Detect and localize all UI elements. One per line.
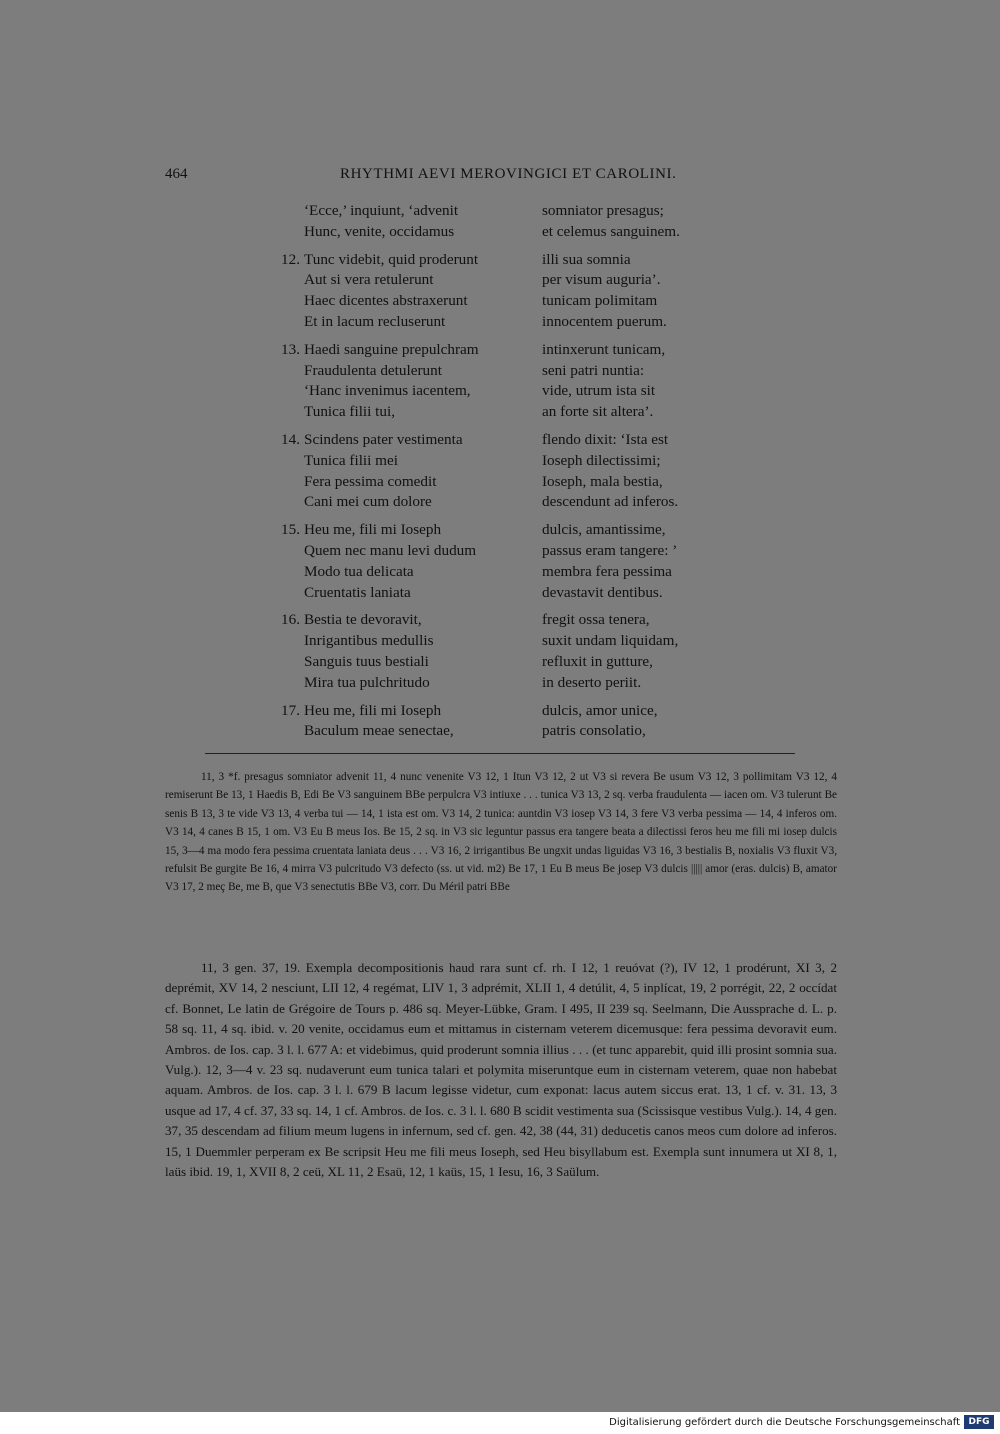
- verse-first-half: Mira tua pulchritudo: [304, 673, 430, 691]
- verse-first-half: ‘Ecce,’ inquiunt, ‘advenit: [304, 202, 459, 219]
- verse-first-half: Tunica filii tui,: [304, 403, 395, 421]
- verse-first-half: Hunc, venite, occidamus: [304, 222, 455, 240]
- poem-text: [0, 201, 1000, 749]
- commentary-notes: [165, 958, 837, 1182]
- stanza-number: 13.: [281, 340, 300, 358]
- verse-line: [0, 701, 1000, 722]
- verse-first-half: Cruentatis laniata: [304, 583, 411, 601]
- critical-apparatus: [165, 768, 837, 897]
- verse-second-half: patris consolatio,: [542, 722, 646, 740]
- stanza: [0, 430, 1000, 513]
- verse-line: [0, 402, 1000, 423]
- verse-line: [0, 340, 1000, 361]
- verse-second-half: somniator presagus;: [542, 202, 664, 219]
- divider-rule: [205, 753, 795, 754]
- verse-first-half: Fraudulenta detulerunt: [304, 361, 442, 379]
- verse-line: [0, 430, 1000, 451]
- verse-line: [0, 451, 1000, 472]
- verse-first-half: Cani mei cum dolore: [304, 493, 432, 511]
- dfg-logo: DFG: [964, 1415, 994, 1429]
- stanza: [0, 701, 1000, 743]
- verse-second-half: devastavit dentibus.: [542, 583, 663, 601]
- verse-first-half: Et in lacum recluserunt: [304, 312, 446, 330]
- verse-second-half: suxit undam liquidam,: [542, 632, 679, 650]
- verse-second-half: illi sua somnia: [542, 250, 631, 268]
- verse-line: [0, 250, 1000, 271]
- verse-first-half: Tunica filii mei: [304, 451, 398, 469]
- stanza-number: 12.: [281, 250, 300, 268]
- stanza-number: 16.: [281, 611, 300, 629]
- verse-second-half: et celemus sanguinem.: [542, 222, 680, 240]
- verse-second-half: vide, utrum ista sit: [542, 382, 656, 400]
- verse-first-half: Baculum meae senectae,: [304, 722, 454, 740]
- verse-second-half: Ioseph dilectissimi;: [542, 451, 661, 469]
- verse-second-half: intinxerunt tunicam,: [542, 340, 666, 358]
- verse-line: [0, 312, 1000, 333]
- verse-first-half: Scindens pater vestimenta: [304, 430, 463, 448]
- verse-second-half: passus eram tangere: ’: [542, 541, 678, 559]
- verse-line: [0, 673, 1000, 694]
- verse-first-half: Quem nec manu levi dudum: [304, 541, 477, 559]
- verse-second-half: Ioseph, mala bestia,: [542, 472, 663, 490]
- verse-line: [0, 270, 1000, 291]
- verse-first-half: Bestia te devoravit,: [304, 611, 422, 629]
- verse-second-half: flendo dixit: ‘Ista est: [542, 430, 669, 448]
- stanza: [0, 610, 1000, 693]
- verse-first-half: Heu me, fili mi Ioseph: [304, 701, 442, 719]
- verse-first-half: ‘Hanc invenimus iacentem,: [304, 382, 471, 400]
- verse-second-half: dulcis, amor unice,: [542, 701, 658, 719]
- stanza: [0, 340, 1000, 423]
- verse-second-half: membra fera pessima: [542, 562, 672, 580]
- verse-first-half: Haedi sanguine prepulchram: [304, 340, 479, 358]
- verse-second-half: innocentem puerum.: [542, 312, 667, 330]
- verse-second-half: tunicam polimitam: [542, 292, 658, 310]
- stanza: [0, 520, 1000, 603]
- verse-line: [0, 361, 1000, 382]
- verse-line: [0, 583, 1000, 604]
- page-number: 464: [165, 166, 188, 182]
- stanza-number: 15.: [281, 521, 300, 539]
- verse-line: [0, 520, 1000, 541]
- verse-second-half: in deserto periit.: [542, 673, 642, 691]
- verse-first-half: Modo tua delicata: [304, 562, 414, 580]
- apparatus-text: 11, 3 *f. presagus somniator advenit 11, 4 nunc venenite V3 12, 1 Itun V3 12, 2 ut V3 si revera Be usum V3 12, 3 pollimitam V3 12, 4 remiserunt Be 13, 1 Haedis B, Edi Be V3 sanguinem BBe perpulcra V3 intiuxe . . . tunica V3 13, 2 sq. verba fraudulenta — iacen om. V3 tulerunt Be senis B 13, 3 te vide V3 13, 4 verba tui — 14, 1 ista est om. V3 14, 2 tunica: auntdin V3 iosep V3 14, 3 fere V3 verba pessima — 14, 4 inferos om. V3 14, 4 canes B 15, 1 om. V3 Eu B meus Ios. Be 15, 2 sq. in V3 sic leguntur passus era tangere beata a dilectissi feros heu me fili mi iosep dulcis 15, 3—4 ma modo fera pessima cruentata laniata deus . . . V3 16, 2 irrigantibus Be ungxit undas liguidas V3 16, 3 bestialis B, noxialis V3 fluxit V3, refulsit Be gurgite Be 16, 4 mirra V3 pulcritudo V3 defecto (ss. ut vid. m2) Be 17, 1 Eu B meus Be josep V3 dulcis ||||| amor (eras. dulcis) B, amator V3 17, 2 meç Be, me B, que V3 senectutis BBe V3, corr. Du Méril patri BBe: [165, 771, 837, 894]
- verse-second-half: descendunt ad inferos.: [542, 493, 679, 511]
- verse-line: [0, 201, 1000, 222]
- stanza-number: 17.: [281, 701, 300, 719]
- page-header: [165, 166, 840, 190]
- verse-line: [0, 291, 1000, 312]
- verse-second-half: per visum auguria’.: [542, 271, 661, 289]
- verse-first-half: Haec dicentes abstraxerunt: [304, 292, 468, 310]
- running-title: RHYTHMI AEVI MEROVINGICI ET CAROLINI.: [340, 166, 677, 182]
- verse-line: [0, 562, 1000, 583]
- verse-line: [0, 492, 1000, 513]
- funding-credit: Digitalisierung gefördert durch die Deutsche Forschungsgemeinschaft: [609, 1417, 960, 1428]
- verse-second-half: dulcis, amantissime,: [542, 521, 666, 539]
- verse-second-half: an forte sit altera’.: [542, 403, 654, 421]
- stanza: [0, 250, 1000, 333]
- verse-first-half: Tunc videbit, quid proderunt: [304, 250, 479, 268]
- notes-text: 11, 3 gen. 37, 19. Exempla decompositionis haud rara sunt cf. rh. I 12, 1 reuóvat (?), IV 12, 1 prodérunt, XI 3, 2 deprémit, XV 14, 2 nesciunt, LII 12, 4 regémat, LIV 1, 3 adprémit, XLII 1, 4 detúlit, 4, 5 inplícat, 19, 2 porrégit, 22, 2 occídat cf. Bonnet, Le latin de Grégoire de Tours p. 486 sq. Meyer-Lübke, Gram. I 495, II 239 sq. Seelmann, Die Aussprache d. L. p. 58 sq. 11, 4 sq. ibid. v. 20 venite, occidamus eum et mittamus in cisternam veterem dicemusque: fera pessima devoravit eum. Ambros. de Ios. cap. 3 l. l. 677 A: et videbimus, quid proderunt somnia illius . . . (et tunc apparebit, quid illi prosint somnia sua. Vulg.). 12, 3—4 v. 23 sq. nudaverunt eum tunica talari et polymita miseruntque eum in cisternam veterem, quae non habebat aquam. Ambros. de Ios. cap. 3 l. l. 679 B lacum legisse videtur, cum exponat: lacus autem siccus erat. 13, 1 cf. v. 31. 13, 3 usque ad 17, 4 cf. 37, 33 sq. 14, 1 cf. Ambros. de Ios. c. 3 l. l. 680 B scidit vestimenta sua (Scissisque vestibus Vulg.). 14, 4 gen. 37, 35 descendam ad filium meum lugens in infernum, sed cf. gen. 42, 38 (44, 31) deducetis canos meos cum dolore ad inferos. 15, 1 Duemmler perperam ex Be scripsit Heu me fili meus Ioseph, sed Heu bisyllabum est. Exempla sunt innumera ut XI 8, 1, laüs ibid. 19, 1, XVII 8, 2 ceü, XL 11, 2 Esaü, 12, 1 kaüs, 15, 1 Iesu, 16, 3 Saülum.: [165, 960, 837, 1180]
- verse-first-half: Sanguis tuus bestiali: [304, 652, 429, 670]
- verse-second-half: refluxit in gutture,: [542, 652, 653, 670]
- verse-line: [0, 652, 1000, 673]
- verse-line: [0, 721, 1000, 742]
- verse-second-half: seni patri nuntia:: [542, 361, 645, 379]
- verse-line: [0, 222, 1000, 243]
- verse-line: [0, 610, 1000, 631]
- verse-first-half: Inrigantibus medullis: [304, 632, 434, 650]
- verse-second-half: fregit ossa tenera,: [542, 611, 650, 629]
- verse-line: [0, 541, 1000, 562]
- verse-first-half: Fera pessima comedit: [304, 472, 437, 490]
- verse-first-half: Heu me, fili mi Ioseph: [304, 521, 442, 539]
- verse-line: [0, 381, 1000, 402]
- verse-first-half: Aut si vera retulerunt: [304, 271, 434, 289]
- verse-line: [0, 472, 1000, 493]
- stanza-number: 14.: [281, 430, 300, 448]
- footer-bar: [0, 1412, 1000, 1434]
- stanza: [0, 201, 1000, 243]
- verse-line: [0, 631, 1000, 652]
